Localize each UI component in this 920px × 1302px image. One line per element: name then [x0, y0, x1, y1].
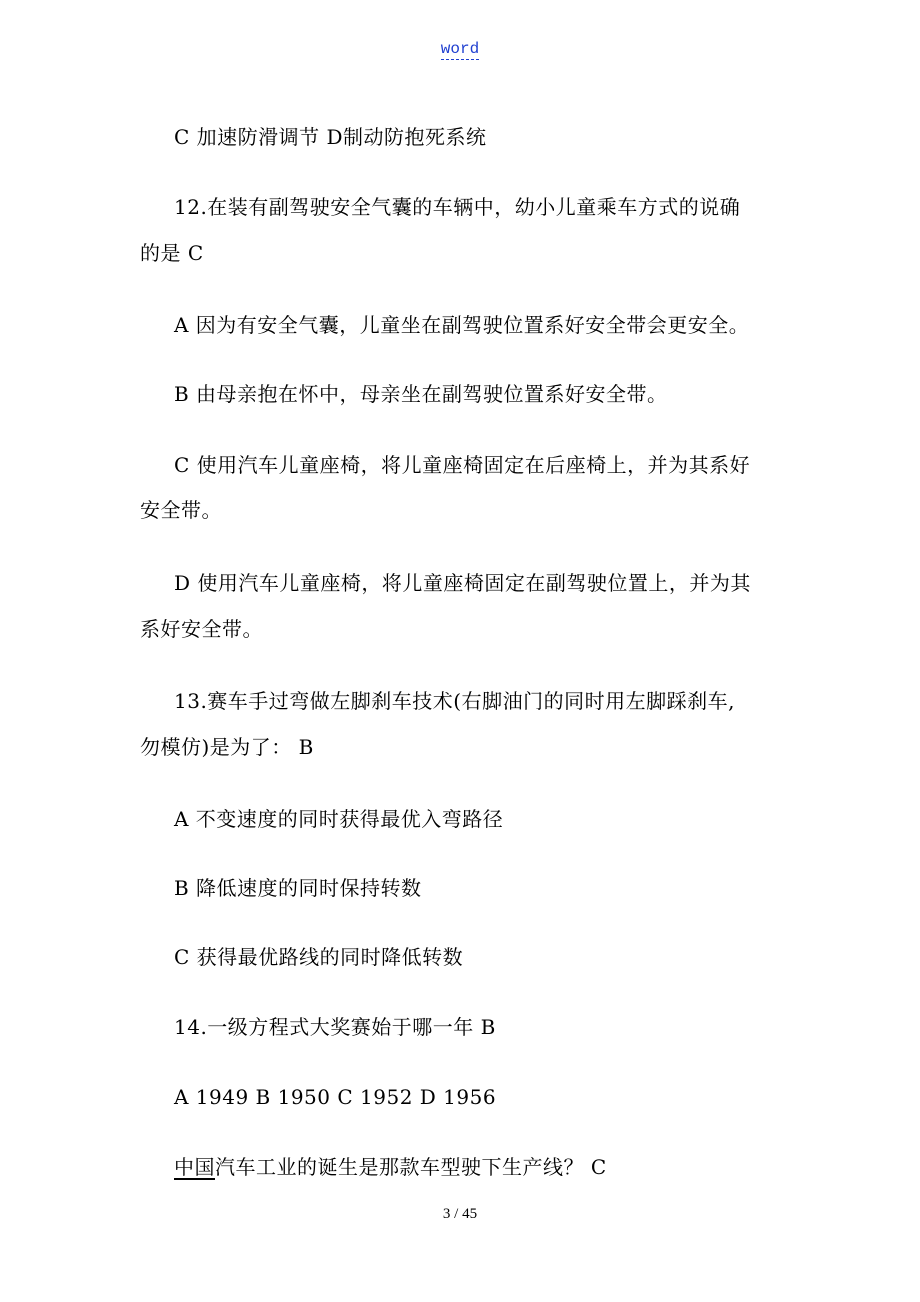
question-12-option-a: A 因为有安全气囊，儿童坐在副驾驶位置系好安全带会更安全。: [174, 313, 750, 337]
question-12-option-d-line-1: D 使用汽车儿童座椅，将儿童座椅固定在副驾驶位置上，并为其: [174, 571, 751, 595]
question-12-option-d-line-2: 系好安全带。: [140, 617, 263, 641]
page-number: 3 / 45: [442, 1206, 478, 1222]
question-15-text: 汽车工业的诞生是那款车型驶下生产线？ C: [215, 1155, 607, 1179]
question-13-line-1: 13.赛车手过弯做左脚刹车技术(右脚油门的同时用左脚踩刹车,: [174, 689, 735, 713]
header-word-link[interactable]: word: [440, 40, 480, 58]
question-13-line-2: 勿模仿)是为了： B: [140, 735, 314, 759]
question-14: 14.一级方程式大奖赛始于哪一年 B: [174, 1015, 496, 1039]
question-12-option-b: B 由母亲抱在怀中，母亲坐在副驾驶位置系好安全带。: [174, 382, 668, 406]
question-12-line-2: 的是 C: [140, 241, 204, 265]
question-14-options: A 1949 B 1950 C 1952 D 1956: [174, 1085, 497, 1109]
question-13-option-c: C 获得最优路线的同时降低转数: [174, 945, 464, 969]
question-12-option-c-line-2: 安全带。: [140, 498, 222, 522]
text-line: C 加速防滑调节 D制动防抱死系统: [174, 125, 487, 149]
question-12-option-c-line-1: C 使用汽车儿童座椅，将儿童座椅固定在后座椅上，并为其系好: [174, 453, 751, 477]
question-12-line-1: 12.在装有副驾驶安全气囊的车辆中，幼小儿童乘车方式的说确: [174, 195, 741, 219]
question-15-underlined-text: 中国: [174, 1155, 215, 1179]
question-13-option-a: A 不变速度的同时获得最优入弯路径: [174, 807, 504, 831]
question-13-option-b: B 降低速度的同时保持转数: [174, 876, 422, 900]
question-15: [174, 1154, 607, 1180]
